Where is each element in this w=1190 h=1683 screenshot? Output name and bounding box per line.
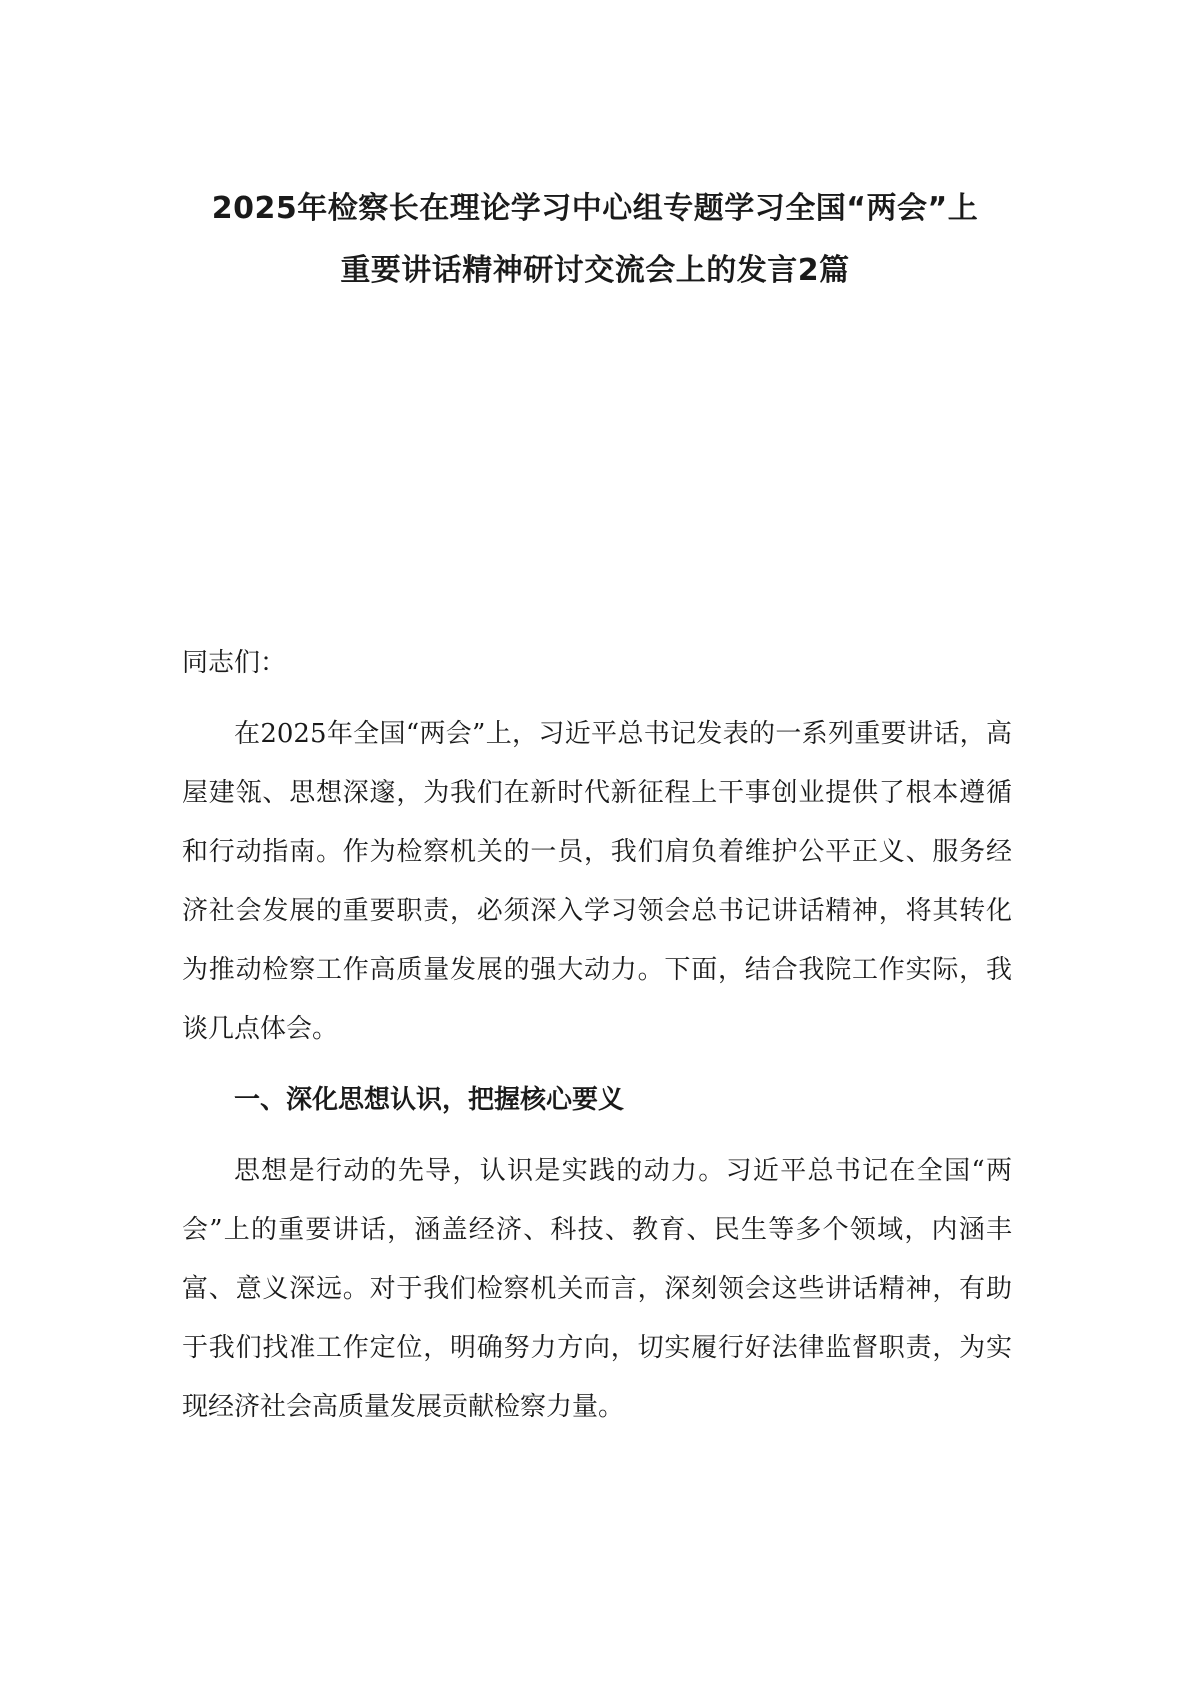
document-body	[182, 634, 1012, 1449]
document-title	[150, 178, 1040, 302]
title-line-2: 重要讲话精神研讨交流会上的发言2篇	[340, 253, 850, 288]
paragraph-section-1: 思想是行动的先导，认识是实践的动力。习近平总书记在全国“两会”上的重要讲话，涵盖经济、科技、教育、民生等多个领域，内涵丰富、意义深远。对于我们检察机关而言，深刻领会这些讲话精神，有助于我们找准工作定位，明确努力方向，切实履行好法律监督职责，为实现经济社会高质量发展贡献检察力量。	[182, 1156, 1012, 1422]
title-line-1: 2025年检察长在理论学习中心组专题学习全国“两会”上	[211, 191, 979, 226]
paragraph-intro: 在2025年全国“两会”上，习近平总书记发表的一系列重要讲话，高屋建瓴、思想深邃，为我们在新时代新征程上干事创业提供了根本遵循和行动指南。作为检察机关的一员，我们肩负着维护公平正义、服务经济社会发展的重要职责，必须深入学习领会总书记讲话精神，将其转化为推动检察工作高质量发展的强大动力。下面，结合我院工作实际，我谈几点体会。	[182, 719, 1012, 1044]
section-heading-1: 一、深化思想认识，把握核心要义	[234, 1085, 625, 1115]
greeting: 同志们：	[182, 648, 287, 678]
